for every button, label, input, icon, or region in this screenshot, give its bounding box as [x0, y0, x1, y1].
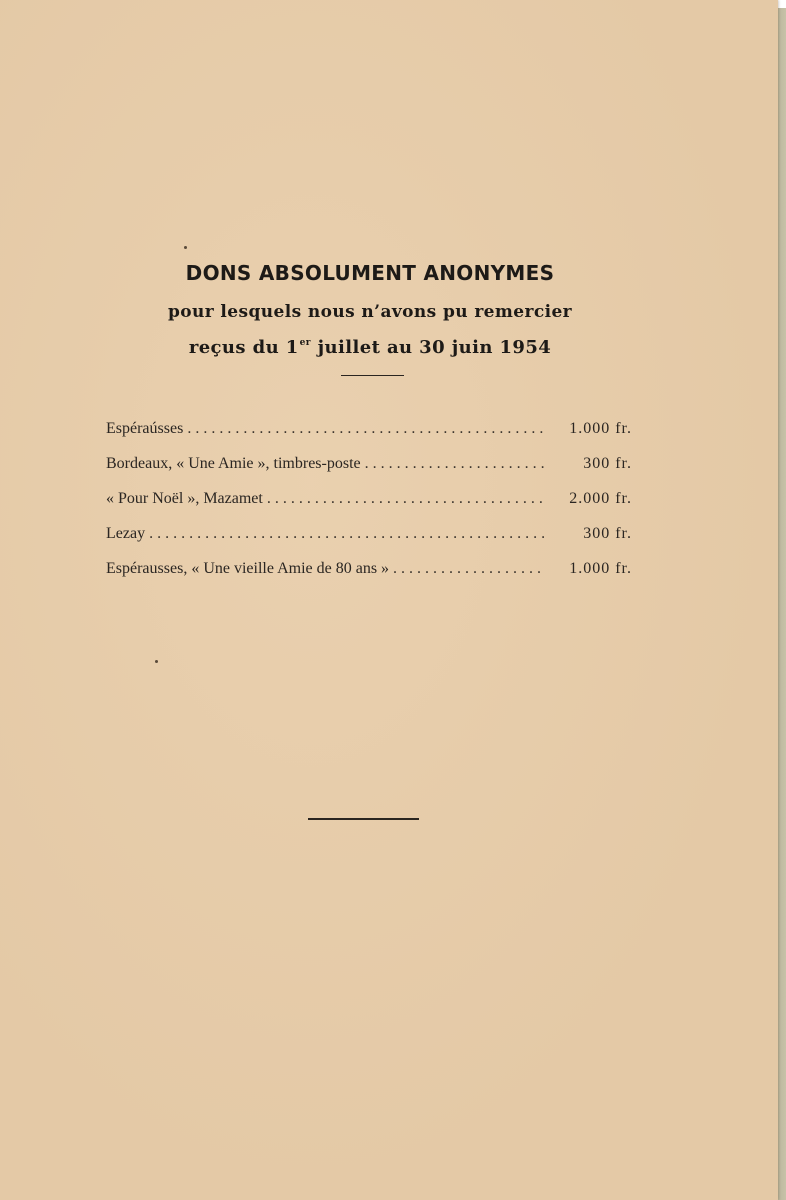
page-subtitle: pour lesquels nous n’avons pu remercier [167, 302, 573, 322]
donation-entry [106, 455, 632, 490]
donation-label: « Pour Noël », Mazamet [106, 490, 263, 507]
donation-amount: 1.000 fr. [569, 560, 632, 577]
dot-leader [267, 490, 544, 508]
end-divider [308, 818, 419, 820]
paper-speck [184, 246, 187, 249]
period-line [0, 337, 740, 358]
paper-speck [155, 660, 158, 663]
donation-entry [106, 490, 632, 525]
donation-amount: 1.000 fr. [569, 420, 632, 437]
period-superscript: er [299, 338, 311, 348]
donation-amount: 300 fr. [583, 455, 632, 472]
donation-entry [106, 560, 632, 595]
page-title: DONS ABSOLUMENT ANONYMES [185, 261, 555, 285]
dot-leader [393, 560, 544, 578]
donation-amount: 2.000 fr. [569, 490, 632, 507]
donation-label: Espéraússes [106, 420, 184, 437]
dot-leader [187, 420, 544, 438]
donation-label: Lezay [106, 525, 146, 542]
donations-list [106, 420, 632, 595]
dot-leader [365, 455, 544, 473]
period-prefix: reçus du 1 [188, 337, 299, 358]
period-suffix: juillet au 30 juin 1954 [310, 337, 552, 358]
dot-leader [149, 525, 544, 543]
donation-label: Bordeaux, « Une Amie », timbres-poste [106, 455, 361, 472]
title-divider [341, 375, 404, 376]
donation-entry [106, 420, 632, 455]
donation-entry [106, 525, 632, 560]
donation-label: Espérausses, « Une vieille Amie de 80 ans » [106, 560, 390, 577]
donation-amount: 300 fr. [583, 525, 632, 542]
